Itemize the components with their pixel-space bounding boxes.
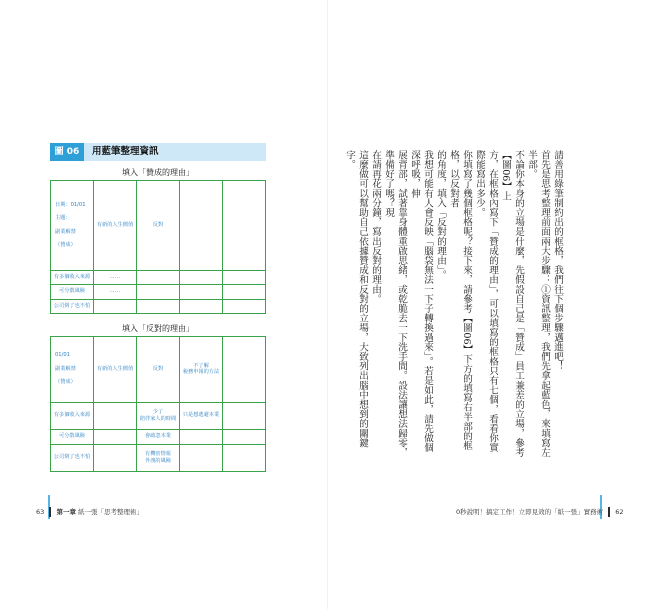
grid-cons: [50, 336, 266, 472]
grid-row: [51, 337, 266, 403]
grid-row: [51, 299, 266, 313]
body-paragraph: 的角度，填入「反對的理由」。: [435, 150, 446, 280]
cell-text: 只是想逃避本業: [182, 412, 220, 419]
left-page: [0, 0, 327, 609]
grid-cell: [137, 402, 180, 429]
page-number-left: 63: [36, 508, 45, 516]
grid-cell: [94, 285, 137, 299]
grid-cell: [223, 270, 266, 284]
grid-row: [51, 270, 266, 284]
grid-cell: [94, 337, 137, 403]
grid-cell: [137, 285, 180, 299]
grid-cell: [51, 337, 94, 403]
grid-cell: [51, 299, 94, 313]
grid-cell: [223, 444, 266, 471]
chapter-label: 第一章: [56, 508, 76, 516]
grid-cell: [180, 181, 223, 271]
cell-text: 有多個收入來源: [53, 274, 91, 281]
body-paragraph: 在請再花兩分鐘，寫出反對的理由。: [370, 150, 381, 304]
cell-text: 副業解禁: [55, 228, 76, 235]
grid-cell: [51, 402, 94, 429]
cell-text: 主題：: [55, 215, 71, 222]
cell-text: 會疏忽本業: [145, 433, 171, 440]
grid-row: [51, 429, 266, 444]
grid-cell: [223, 299, 266, 313]
grid-cell: [180, 337, 223, 403]
grid-cell: [137, 181, 180, 271]
grid-cell: [137, 299, 180, 313]
body-paragraph: 不論你本身的立場是什麼，先假設自己是「贊成」員工兼差的立場，參考【圖06】上: [500, 150, 524, 458]
chapter-title: 紙一張「思考整理術」: [78, 508, 144, 516]
body-text: [344, 150, 564, 460]
grid-pros: [50, 180, 266, 314]
body-paragraph: 展背部，試著靠身體重啟思緒，或乾脆去一下洗手間。設法讓想法歸零，準備好了嗎？現: [383, 150, 407, 458]
cell-text: 有機密情報: [145, 451, 171, 458]
grid-cell: [94, 299, 137, 313]
grid-cell: [137, 429, 180, 444]
grid-cell: [180, 270, 223, 284]
grid-cell: [180, 285, 223, 299]
grid2-caption: 填入「反對的理由」: [122, 324, 194, 333]
body-paragraph: 請善用綠筆制約出的框格，我們往下個步驟邁進吧！: [552, 150, 563, 371]
cell-text: 可分散風險: [59, 433, 85, 440]
footer-divider: [49, 507, 51, 517]
grid-cell: [94, 444, 137, 471]
footer-right: [456, 507, 624, 517]
cell-text: 有新的人生價值: [96, 365, 134, 372]
footer-divider: [608, 507, 610, 517]
grid-cell: [51, 429, 94, 444]
cell-text: 01/01: [55, 352, 70, 359]
cell-text: 不了解: [193, 362, 209, 369]
grid-cell: [180, 402, 223, 429]
grid-row: [51, 402, 266, 429]
cell-text: （贊成）: [55, 242, 76, 249]
cell-text: ……: [109, 288, 121, 295]
cell-text: 可分散風險: [59, 288, 85, 295]
book-title: 0秒說明！搞定工作！立即見效的「紙一張」實務術: [456, 508, 604, 516]
grid-cell: [94, 429, 137, 444]
grid-cell: [51, 444, 94, 471]
grid-cell: [180, 444, 223, 471]
grid-row: [51, 444, 266, 471]
grid-cell: [137, 270, 180, 284]
figure-number: 圖 06: [50, 143, 84, 161]
cell-text: 副業解禁: [55, 365, 76, 372]
grid-cell: [94, 181, 137, 271]
cell-text: 反對: [152, 222, 164, 228]
grid-row: [51, 285, 266, 299]
footer-left: [36, 507, 143, 517]
body-paragraph: 方，在框格內寫下「贊成的理由」，可以填寫的框格只有七個，看看你實際能寫出多少。: [474, 150, 498, 453]
body-paragraph: 這麼做可以幫助自己依據贊成和反對的立場，大致列出腦中想到的關鍵字。: [344, 150, 368, 448]
figure-title: 用藍筆整理資訊: [92, 146, 159, 157]
grid-cell: [223, 337, 266, 403]
grid-cell: [51, 181, 94, 271]
grid-cell: [94, 270, 137, 284]
grid-cell: [223, 285, 266, 299]
grid-row: [51, 181, 266, 271]
cell-text: 日期：01/01: [55, 201, 86, 208]
grid-cell: [51, 285, 94, 299]
body-paragraph: 你填寫了幾個框格呢？接下來，請參考【圖06】下方的填寫右半部的框格，以反對者: [448, 150, 472, 451]
cell-text: 公司倒了也不怕: [53, 302, 91, 309]
cell-text: 公司倒了也不怕: [53, 454, 91, 461]
body-paragraph: 首先是思考整理前面兩大步驟：①資訊整理，我們先拿起藍色，來填寫左半部。: [526, 150, 550, 458]
cell-text: 稅務申報的方法: [182, 369, 220, 376]
grid-cell: [223, 181, 266, 271]
cell-text: 陪伴家人的時間: [139, 415, 177, 422]
cell-text: 有多個收入來源: [53, 412, 91, 419]
grid-cell: [223, 429, 266, 444]
cell-text: 反對: [152, 365, 164, 372]
grid-cell: [51, 270, 94, 284]
grid-cell: [180, 299, 223, 313]
figure-header: [50, 143, 266, 161]
grid-cell: [94, 402, 137, 429]
right-page: [328, 0, 655, 609]
grid-cell: [137, 337, 180, 403]
grid-cell: [137, 444, 180, 471]
cell-text: （贊成）: [55, 379, 76, 386]
cell-text: 外洩的風險: [145, 457, 171, 464]
cell-text: 少了: [152, 409, 164, 416]
cell-text: ……: [109, 274, 121, 281]
cell-text: 有新的人生價值: [96, 222, 134, 228]
grid-cell: [223, 402, 266, 429]
page-number-right: 62: [615, 508, 624, 516]
grid1-caption: 填入「贊成的理由」: [122, 168, 194, 177]
body-paragraph: 我想可能有人會反映「腦袋無法一下子轉換過來」。若是如此，請先做個深呼吸，伸: [409, 150, 433, 453]
grid-cell: [180, 429, 223, 444]
